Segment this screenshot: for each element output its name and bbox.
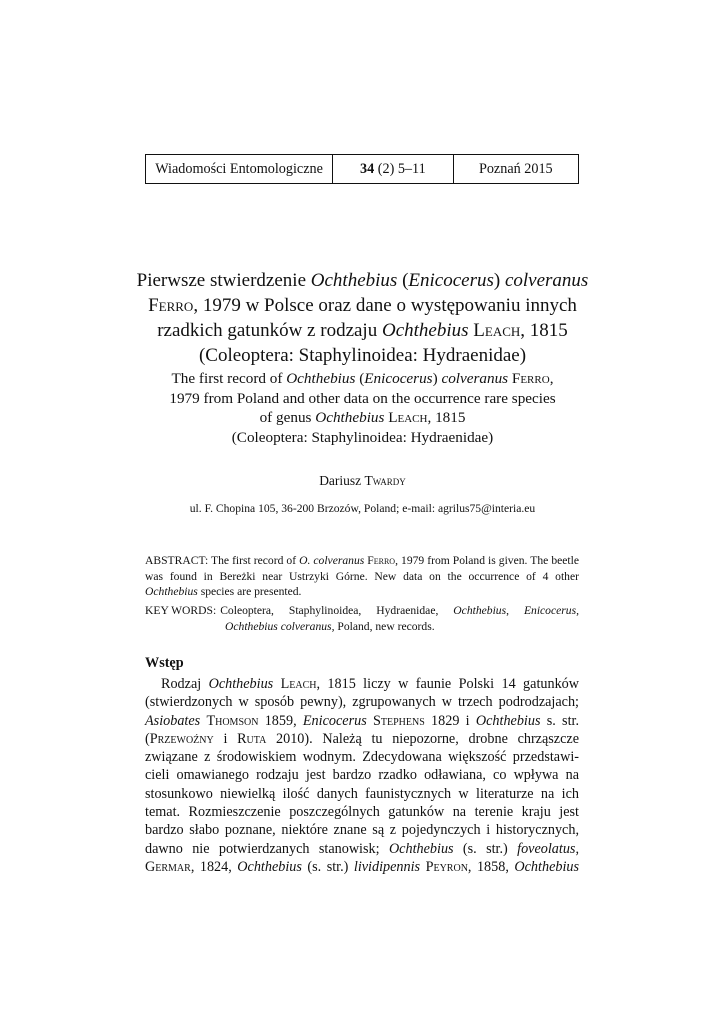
- journal-header-table: [145, 154, 579, 184]
- body-line: Asiobates Thomson 1859, Enicocerus Stephens 1829 i Ochthebius s. str.: [145, 712, 580, 729]
- body-line: dawno nie potwierdzanych stanowisk; Ochthebius (s. str.) foveolatus,: [145, 840, 580, 857]
- place-year-cell: [454, 155, 578, 183]
- volume-number: 34: [360, 160, 375, 177]
- body-line: bardzo słabo poznane, niektóre znane są z pojedynczych i historycznych,: [145, 822, 579, 839]
- body-line: (stwierdzonych w sposób pewny), zgrupowanych w trzech podrodzajach;: [145, 694, 579, 711]
- body-paragraph: [145, 675, 579, 876]
- author-name: Dariusz Twardy: [319, 473, 406, 488]
- body-line: Germar, 1824, Ochthebius (s. str.) lividipennis Peyron, 1858, Ochthebius: [145, 858, 580, 875]
- body-line: temat. Rozmieszczenie poszczególnych gatunków na terenie kraju jest: [145, 804, 579, 821]
- body-line: (Przewoźny i Ruta 2010). Należą tu niepozorne, drobne chrząszcze: [145, 730, 579, 747]
- body-line: Rodzaj Ochthebius Leach, 1815 liczy w faunie Polski 14 gatunków: [161, 676, 580, 692]
- volume-cell: [333, 155, 453, 183]
- author-address: ul. F. Chopina 105, 36-200 Brzozów, Poland; e-mail: agrilus75@interia.eu: [189, 502, 536, 515]
- body-line: stosunkowo niewielką ilość danych faunistycznych w literaturze na ich: [145, 785, 579, 802]
- journal-name-cell: [146, 155, 333, 183]
- journal-name: Wiadomości Entomologiczne: [155, 160, 323, 177]
- title-english: The first record of Ochthebius (Enicocerus) colveranus Ferro, 1979 from Poland and other data on the occurrence rare species of genus Ochthebius Leach, 1815 (Coleoptera: Staphylinoidea: Hydraenidae): [169, 370, 556, 446]
- body-line: związane z środowiskiem wodnym. Zdecydowana większość przedstawi-: [145, 749, 579, 766]
- abstract: ABSTRACT: The first record of O. colveranus Ferro, 1979 from Poland is given. The beetle was found in Bereżki near Ustrzyki Górne. New data on the occurrence of 4 other Ochthebius species are presented.: [145, 554, 579, 598]
- title-polish: Pierwsze stwierdzenie Ochthebius (Enicocerus) colveranus Ferro, 1979 w Polsce oraz dane o występowaniu innych rzadkich gatunków z rodzaju Ochthebius Leach, 1815 (Coleoptera: Staphylinoidea: Hydraenidae): [136, 270, 589, 366]
- key-words: KEY WORDS: Coleoptera, Staphylinoidea, Hydraenidae, Ochthebius, Enicocerus, Ochthebius colveranus, Poland, new records.: [145, 604, 579, 633]
- abstract-label: ABSTRACT:: [145, 554, 209, 567]
- issue-pages: (2) 5–11: [374, 160, 426, 177]
- section-heading: Wstęp: [145, 655, 184, 671]
- place-year: Poznań 2015: [478, 160, 553, 177]
- body-line: cieli omawianego rodzaju jest bardzo rzadko odławiana, co wpływa na: [145, 767, 579, 784]
- keywords-label: KEY WORDS:: [145, 604, 217, 617]
